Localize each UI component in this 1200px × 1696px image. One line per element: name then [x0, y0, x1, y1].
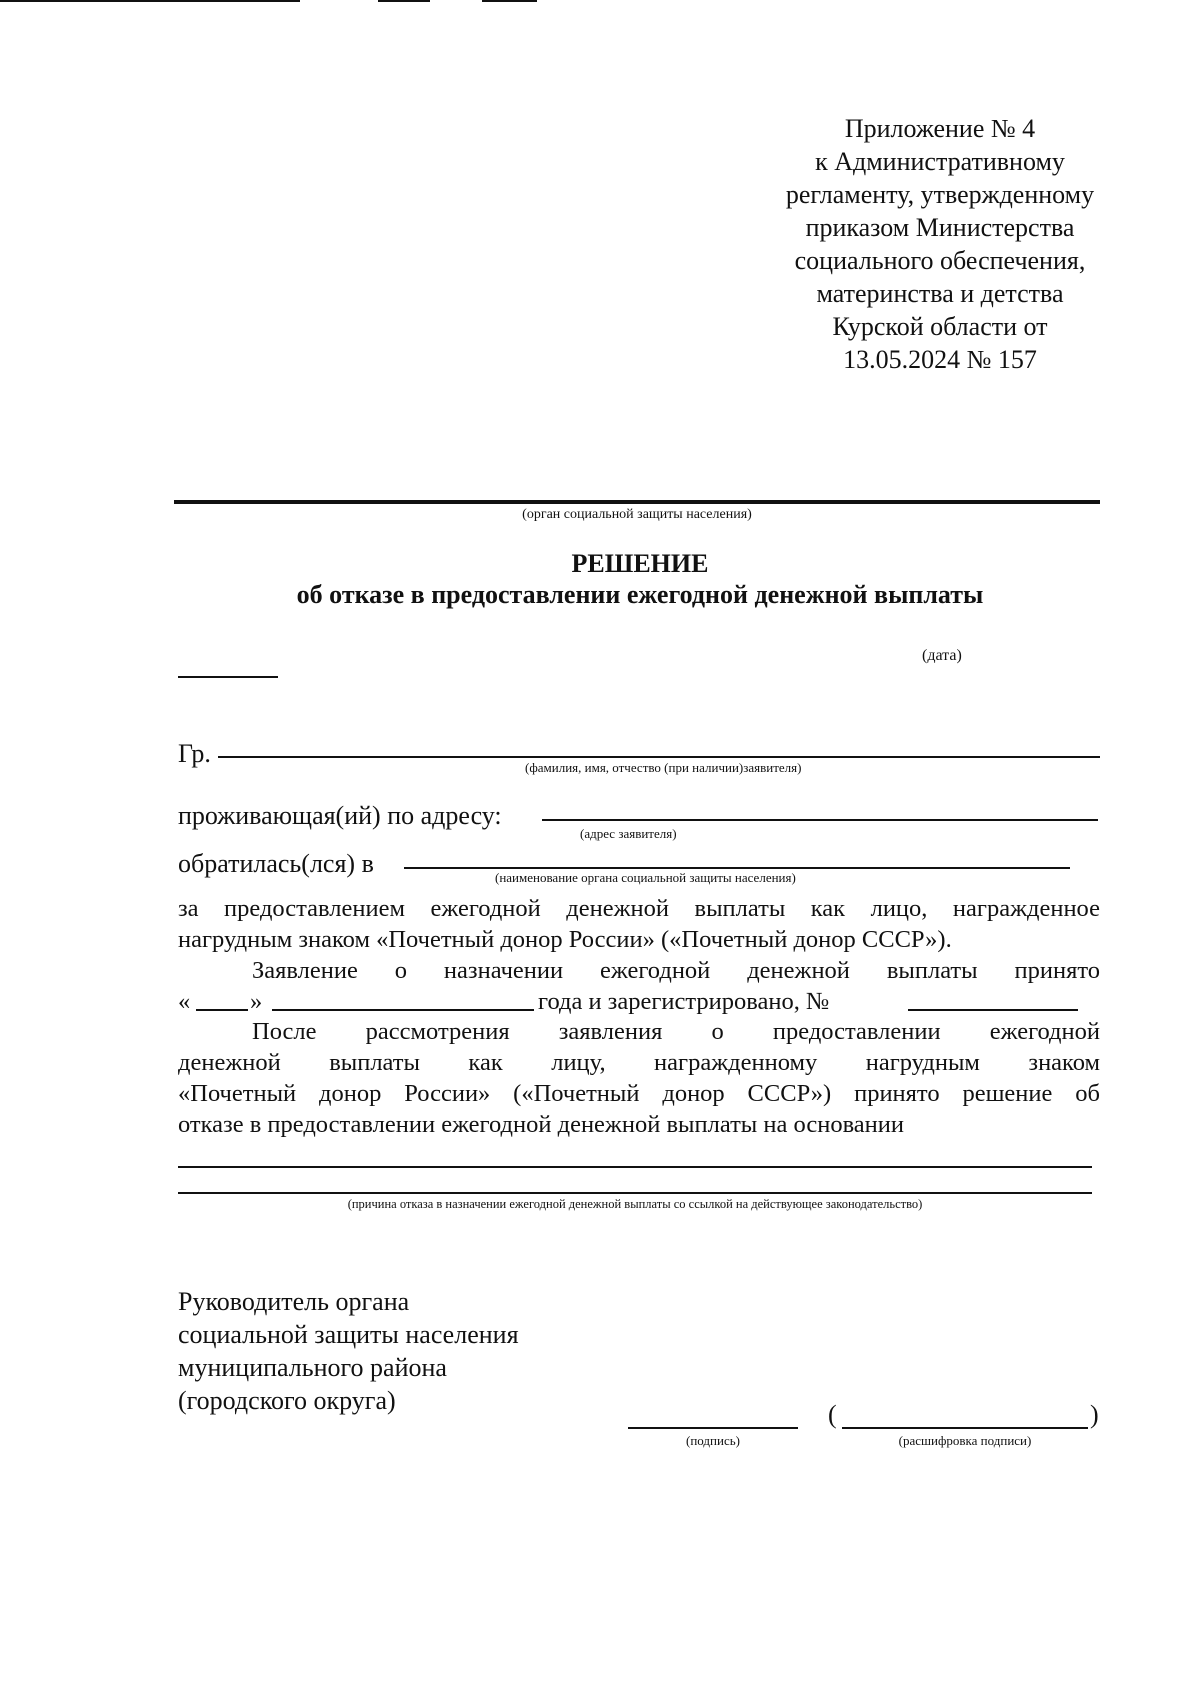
- scan-artifact-line: [378, 0, 430, 2]
- month-year-line: [272, 1009, 534, 1011]
- document-subtitle: об отказе в предоставлении ежегодной денежной выплаты: [296, 580, 984, 609]
- paragraph-3-line-2: денежной выплаты как лицу, награжденному нагрудным знаком: [178, 1049, 1100, 1076]
- signer-line: (городского округа): [178, 1386, 396, 1415]
- quote-open: «: [178, 988, 191, 1015]
- citizen-caption: (фамилия, имя, отчество (при наличии)заявителя): [525, 760, 802, 775]
- registered-text: года и зарегистрировано, №: [538, 988, 830, 1015]
- date-line: [178, 676, 278, 678]
- signature-decode-line: [842, 1427, 1088, 1429]
- decode-open-paren: (: [828, 1400, 837, 1429]
- registration-number-line: [908, 1009, 1078, 1011]
- applied-label: обратилась(лся) в: [178, 849, 374, 878]
- address-label: проживающая(ий) по адресу:: [178, 801, 502, 830]
- org-caption: (орган социальной защиты населения): [522, 507, 752, 522]
- date-caption: (дата): [922, 647, 962, 664]
- paragraph-1-line-1: за предоставлением ежегодной денежной выплаты как лицо, награжденное: [178, 895, 1100, 922]
- appendix-line: Приложение № 4: [844, 114, 1036, 143]
- appendix-line: 13.05.2024 № 157: [843, 345, 1037, 374]
- appendix-line: материнства и детства: [816, 279, 1064, 308]
- org-name-line: [174, 500, 1100, 504]
- signer-line: социальной защиты населения: [178, 1320, 519, 1349]
- document-title: РЕШЕНИЕ: [571, 549, 709, 578]
- scan-artifact-line: [0, 0, 300, 2]
- paragraph-3-line-3: «Почетный донор России» («Почетный донор СССР») принято решение об: [178, 1080, 1100, 1107]
- day-line: [196, 1009, 248, 1011]
- signer-line: муниципального района: [178, 1353, 447, 1382]
- citizen-name-line: [218, 756, 1100, 758]
- appendix-header: [700, 112, 1180, 376]
- quote-close: »: [250, 988, 263, 1015]
- applied-org-line: [404, 867, 1070, 869]
- appendix-line: Курской области от: [832, 312, 1048, 341]
- appendix-line: регламенту, утвержденному: [785, 180, 1095, 209]
- signature-caption: (подпись): [686, 1433, 740, 1448]
- applied-caption: (наименование органа социальной защиты населения): [495, 870, 796, 885]
- paragraph-3-line-4: отказе в предоставлении ежегодной денежной выплаты на основании: [178, 1111, 905, 1138]
- appendix-line: к Административному: [815, 147, 1065, 176]
- appendix-line: приказом Министерства: [805, 213, 1075, 242]
- citizen-label: Гр.: [178, 739, 211, 768]
- paragraph-3-line-1: После рассмотрения заявления о предоставлении ежегодной: [252, 1018, 1100, 1045]
- reason-caption: (причина отказа в назначении ежегодной денежной выплаты со ссылкой на действующее законодательство): [347, 1197, 923, 1211]
- paragraph-1-line-2: нагрудным знаком «Почетный донор России» («Почетный донор СССР»).: [178, 926, 952, 953]
- appendix-line: социального обеспечения,: [794, 246, 1086, 275]
- decode-close-paren: ): [1090, 1400, 1099, 1429]
- reason-line-1: [178, 1166, 1092, 1168]
- paragraph-2-line-1: Заявление о назначении ежегодной денежной выплаты принято: [252, 957, 1100, 984]
- address-line: [542, 819, 1098, 821]
- address-caption: (адрес заявителя): [580, 826, 677, 841]
- signature-line: [628, 1427, 798, 1429]
- scan-artifact-line: [482, 0, 537, 2]
- reason-line-2: [178, 1192, 1092, 1194]
- signer-title: [178, 1285, 519, 1417]
- signature-decode-caption: (расшифровка подписи): [898, 1433, 1032, 1448]
- signer-line: Руководитель органа: [178, 1287, 410, 1316]
